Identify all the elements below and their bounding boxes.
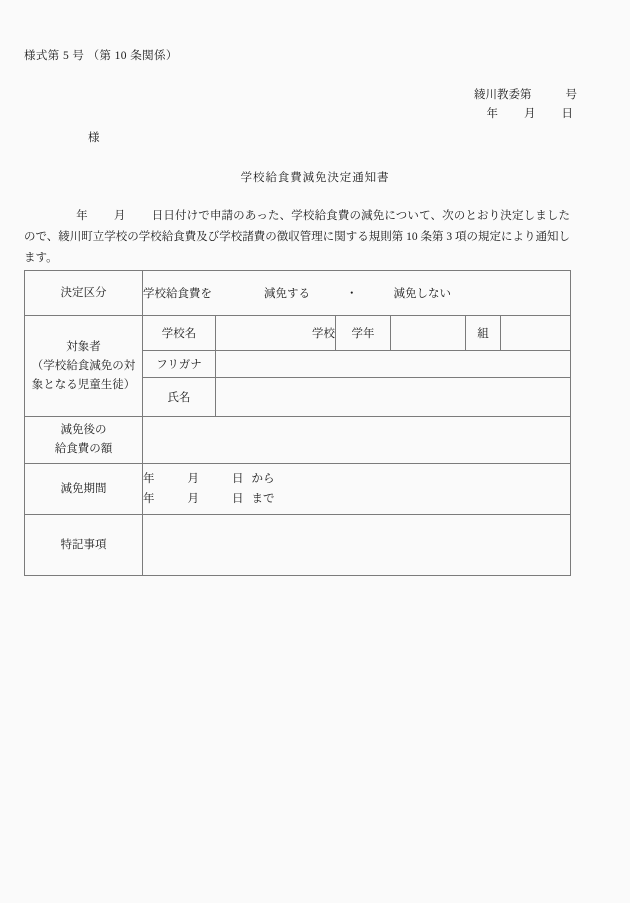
period-to-suffix: まで — [251, 493, 275, 505]
document-number-line — [474, 86, 577, 105]
period-to-month: 月 — [187, 493, 199, 505]
table-row-amount — [25, 417, 571, 464]
name-label: 氏名 — [143, 378, 216, 417]
decision-category-label: 決定区分 — [25, 271, 143, 316]
decision-option-deny[interactable]: 減免しない — [393, 288, 451, 300]
period-label: 減免期間 — [25, 464, 143, 515]
body-date-month: 月 — [113, 210, 126, 222]
table-row-school — [25, 316, 571, 351]
period-from-day: 日 — [232, 473, 244, 485]
target-person-label-line1: 対象者 — [66, 340, 101, 353]
amount-label-line2: 給食費の額 — [54, 443, 113, 455]
notes-label: 特記事項 — [25, 515, 143, 576]
document-number-label: 綾川教委第 — [474, 89, 532, 101]
document-date-day: 日 — [561, 108, 573, 120]
class-label: 組 — [466, 316, 501, 351]
page-title: 学校給食費減免決定通知書 — [240, 172, 390, 184]
amount-label — [25, 417, 143, 464]
period-to-day: 日 — [232, 493, 244, 505]
document-date-line — [474, 105, 577, 124]
document-number-suffix: 号 — [565, 89, 577, 101]
form-code: 様式第 5 号 （第 10 条関係） — [24, 50, 178, 62]
school-name-suffix: 学校 — [312, 328, 335, 340]
target-person-label — [25, 316, 143, 417]
amount-value-field[interactable] — [143, 417, 571, 464]
decision-option-grant[interactable]: 減免する — [264, 288, 310, 300]
document-date-year: 年 — [486, 108, 498, 120]
addressee-honorific: 様 — [88, 132, 100, 144]
table-row-period — [25, 464, 571, 515]
grade-value-field[interactable] — [391, 316, 466, 351]
class-value-field[interactable] — [501, 316, 571, 351]
period-from-line — [143, 469, 570, 489]
furigana-value-field[interactable] — [216, 351, 571, 378]
grade-label: 学年 — [336, 316, 391, 351]
decision-category-options — [143, 271, 571, 316]
body-date-day: 日 — [151, 210, 164, 222]
school-name-field[interactable] — [216, 316, 336, 351]
school-name-label: 学校名 — [143, 316, 216, 351]
decision-form-table — [24, 270, 571, 576]
target-person-label-line2: （学校給食減免の対 — [31, 359, 136, 372]
document-date-month: 月 — [524, 108, 536, 120]
notes-value-field[interactable] — [143, 515, 571, 576]
name-value-field[interactable] — [216, 378, 571, 417]
amount-label-line1: 減免後の — [60, 424, 107, 436]
period-value-field[interactable] — [143, 464, 571, 515]
decision-option-separator: ・ — [346, 288, 358, 300]
furigana-label: フリガナ — [143, 351, 216, 378]
period-to-year: 年 — [143, 493, 155, 505]
table-row-decision-category — [25, 271, 571, 316]
body-text-rest: 日付けで申請のあった、学校給食費の減免について、次のとおり決定しましたので、綾川町立学校の学校給食費及び学校諸費の徴収管理に関する規則第 10 条第 3 項の規定により通知します。 — [24, 210, 571, 264]
body-paragraph — [24, 206, 570, 269]
document-number-block — [474, 86, 577, 124]
decision-category-prefix: 学校給食費を — [143, 288, 212, 300]
period-to-line — [143, 489, 570, 509]
table-row-notes — [25, 515, 571, 576]
period-from-year: 年 — [143, 473, 155, 485]
period-from-suffix: から — [251, 473, 275, 485]
period-from-month: 月 — [187, 473, 199, 485]
target-person-label-line3: 象となる児童生徒） — [31, 378, 136, 391]
body-date-year: 年 — [76, 210, 88, 222]
